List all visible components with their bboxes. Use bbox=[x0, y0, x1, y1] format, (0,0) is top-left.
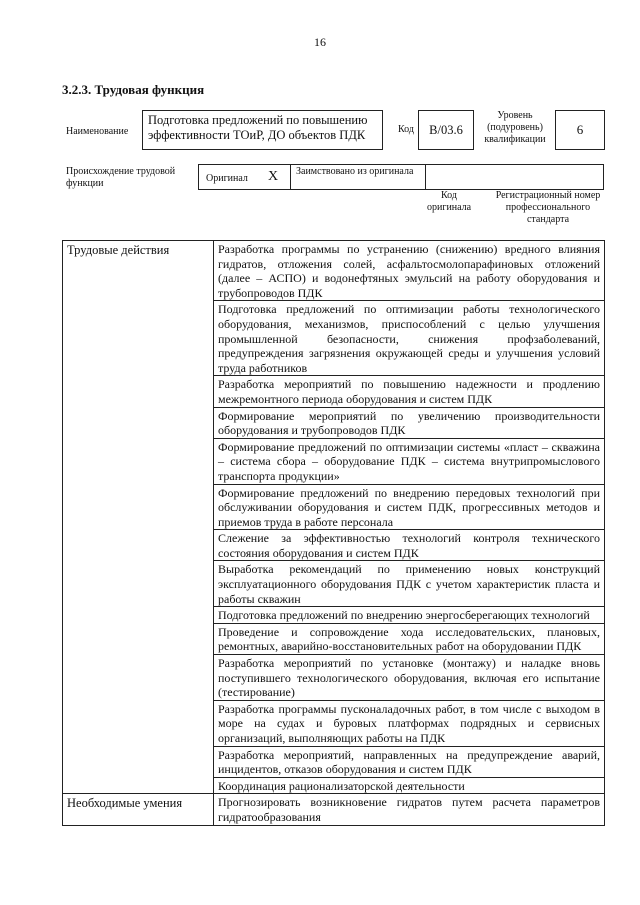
name-label: Наименование bbox=[66, 126, 129, 137]
action-item: Разработка мероприятий, направленных на предупреждение аварий, инцидентов, отказов оборудования и систем ПДК bbox=[214, 747, 604, 778]
original-mark: X bbox=[268, 169, 279, 184]
code-value-box: B/03.6 bbox=[418, 110, 474, 150]
skills-row bbox=[63, 794, 605, 825]
action-item: Формирование мероприятий по увеличению производительности оборудования и трубопроводов ПДК bbox=[214, 408, 604, 439]
level-label: Уровень (подуровень) квалификации bbox=[484, 110, 546, 145]
action-item: Разработка программы по устранению (снижению) вредного влияния гидратов, отложения солей, асфальтосмолопарафиновых отложений (далее – АСПО) и водонефтяных эмульсий на работу оборудования и трубопроводов ПДК bbox=[214, 241, 604, 301]
action-item: Слежение за эффективностью технологий контроля технического состояния оборудования и систем ПДК bbox=[214, 530, 604, 561]
action-item: Выработка рекомендаций по применению новых конструкций эксплуатационного оборудования ПДК с учетом характеристик пласта и работы скважин bbox=[214, 561, 604, 607]
action-item: Формирование предложений по внедрению передовых технологий при обслуживании оборудования и систем ПДК, прогрессивных методов и приемов труда в работе персонала bbox=[214, 485, 604, 531]
action-item: Подготовка предложений по оптимизации работы технологического оборудования, механизмов, приспособлений с целью улучшения промышленной безопасности, снижения профзаболеваний, предупреждения загрязнения окружающей среды и улучшения условий труда работников bbox=[214, 301, 604, 376]
action-item: Разработка программы пусконаладочных работ, в том числе с выходом в море на судах и буровых платформах подрядных и сервисных организаций, выполняющих работы на ПДК bbox=[214, 701, 604, 747]
actions-cell bbox=[214, 241, 605, 794]
actions-label: Трудовые действия bbox=[63, 241, 214, 794]
action-item: Координация рационализаторской деятельности bbox=[218, 778, 465, 793]
original-label: Оригинал bbox=[206, 173, 248, 184]
code-label: Код bbox=[398, 124, 414, 135]
page-number: 16 bbox=[314, 35, 326, 49]
section-title: 3.2.3. Трудовая функция bbox=[62, 82, 205, 97]
origin-row bbox=[198, 164, 604, 190]
borrowed-label: Заимствовано из оригинала bbox=[296, 166, 414, 177]
skills-cell bbox=[214, 794, 605, 825]
function-name-box: Подготовка предложений по повышению эффективности ТОиР, ДО объектов ПДК bbox=[142, 110, 383, 150]
action-item: Разработка мероприятий по повышению надежности и продлению межремонтного периода оборудования и систем ПДК bbox=[214, 376, 604, 407]
labor-function-table bbox=[62, 240, 605, 826]
code-original-caption: Код оригинала bbox=[427, 190, 472, 213]
origin-label: Происхождение трудовой функции bbox=[66, 166, 176, 189]
level-value-box: 6 bbox=[555, 110, 605, 150]
skill-item: Прогнозировать возникновение гидратов путем расчета параметров гидратообразования bbox=[218, 795, 600, 824]
action-item: Формирование предложений по оптимизации системы «пласт – скважина – система сбора – оборудование ПДК – система внутрипромыслового транспорта продукции» bbox=[214, 439, 604, 485]
action-item: Разработка мероприятий по установке (монтажу) и наладке вновь поступившего технологического оборудования, включая его испытание (тестирование) bbox=[214, 655, 604, 701]
reg-number-caption: Регистрационный номер профессионального стандарта bbox=[495, 190, 601, 225]
action-item: Подготовка предложений по внедрению энергосберегающих технологий bbox=[214, 607, 604, 624]
skills-label: Необходимые умения bbox=[63, 794, 214, 825]
actions-row bbox=[63, 241, 605, 794]
action-item: Проведение и сопровождение хода исследовательских, плановых, ремонтных, аварийно-восстановительных работ на оборудовании ПДК bbox=[214, 624, 604, 655]
